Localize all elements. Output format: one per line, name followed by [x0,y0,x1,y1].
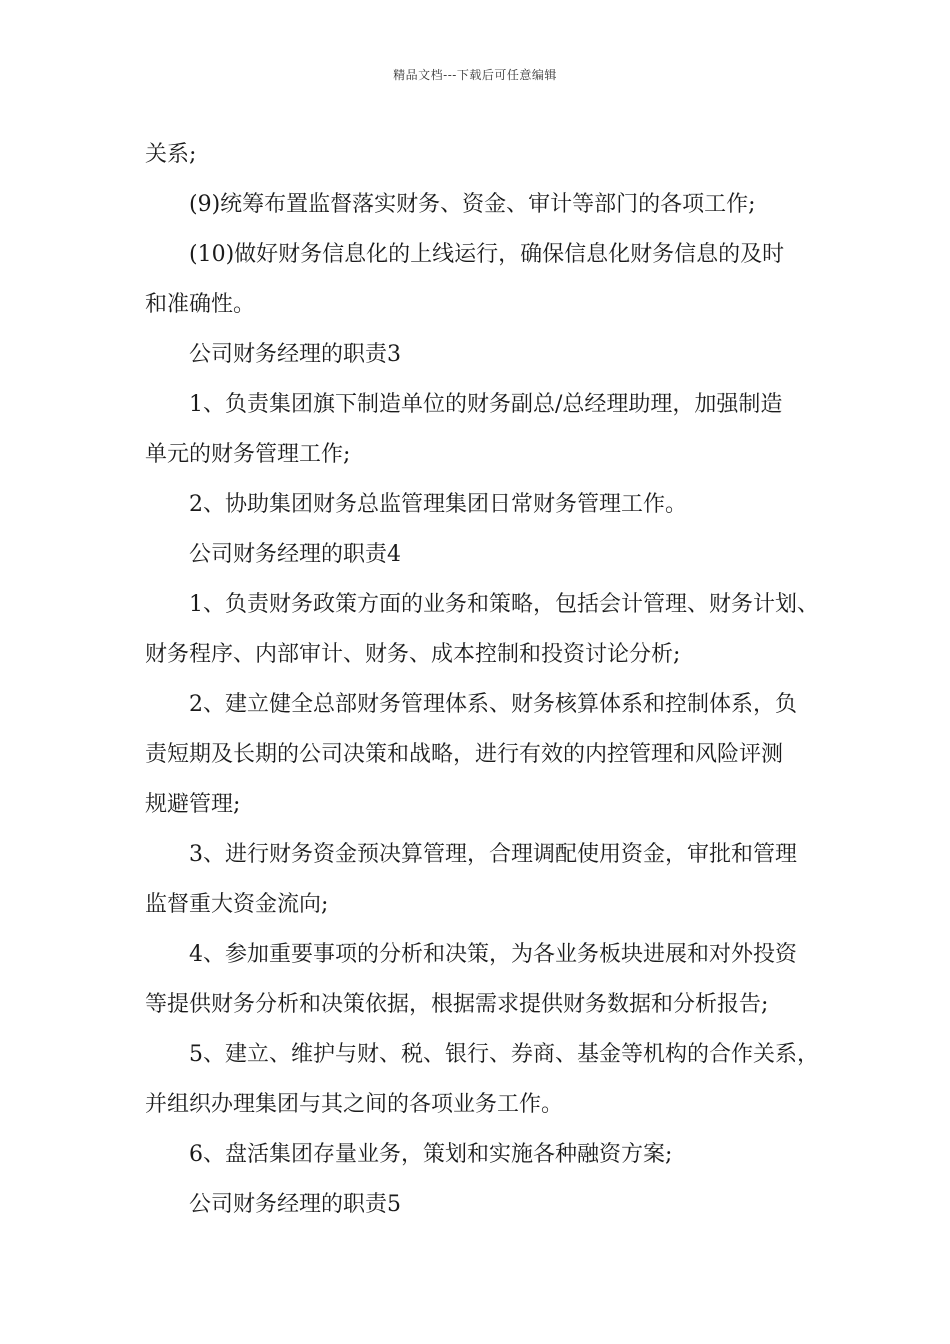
page-header: 精品文档---下载后可任意编辑 [393,68,557,82]
text-line: 并组织办理集团与其之间的各项业务工作。 [145,1092,564,1117]
text-line: 公司财务经理的职责5 [189,1192,401,1217]
text-line: 2、建立健全总部财务管理体系、财务核算体系和控制体系，负 [189,692,797,717]
text-line: 1、负责财务政策方面的业务和策略，包括会计管理、财务计划、 [189,592,819,617]
text-line: 单元的财务管理工作; [145,442,351,467]
text-line: 和准确性。 [145,292,256,317]
text-line: 公司财务经理的职责3 [189,342,401,367]
text-line: 1、负责集团旗下制造单位的财务副总/总经理助理，加强制造 [189,392,783,417]
text-line: 公司财务经理的职责4 [189,542,401,567]
text-line: 责短期及长期的公司决策和战略，进行有效的内控管理和风险评测 [145,742,784,767]
text-line: 监督重大资金流向; [145,892,329,917]
text-line: 4、参加重要事项的分析和决策，为各业务板块进展和对外投资 [189,942,797,967]
document-body [145,130,819,1230]
text-line: 关系; [145,142,197,167]
text-line: 3、进行财务资金预决算管理，合理调配使用资金，审批和管理 [189,842,797,867]
text-line: 2、协助集团财务总监管理集团日常财务管理工作。 [189,492,687,517]
text-line: 5、建立、维护与财、税、银行、券商、基金等机构的合作关系， [189,1042,819,1067]
text-line: 等提供财务分析和决策依据，根据需求提供财务数据和分析报告; [145,992,769,1017]
text-line: 财务程序、内部审计、财务、成本控制和投资讨论分析; [145,642,681,667]
text-line: 6、盘活集团存量业务，策划和实施各种融资方案; [189,1142,673,1167]
text-line: 规避管理; [145,792,241,817]
text-line: (9)统筹布置监督落实财务、资金、审计等部门的各项工作; [189,192,756,217]
text-line: (10)做好财务信息化的上线运行，确保信息化财务信息的及时 [189,242,785,267]
